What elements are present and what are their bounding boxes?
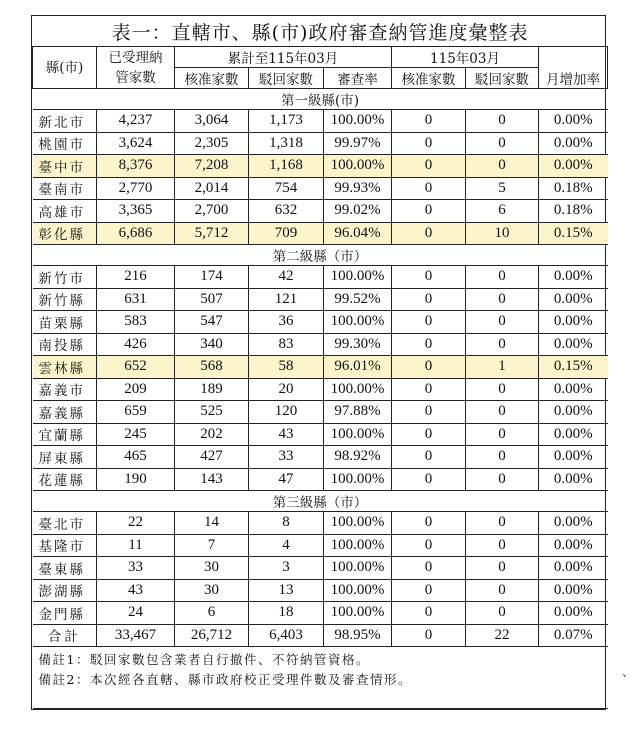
accepted-count: 4,237 bbox=[97, 110, 175, 133]
header-accepted-line1: 已受理納 bbox=[108, 49, 163, 66]
monthly-increase-rate: 0.00% bbox=[539, 110, 608, 133]
review-rate: 100.00% bbox=[324, 579, 392, 602]
monthly-increase-rate: 0.18% bbox=[539, 200, 608, 223]
accepted-count: 190 bbox=[97, 468, 175, 491]
approved-count: 174 bbox=[175, 266, 249, 289]
monthly-increase-rate: 0.15% bbox=[539, 356, 608, 379]
table-row bbox=[33, 155, 608, 178]
monthly-approved: 0 bbox=[392, 512, 466, 535]
accepted-count: 631 bbox=[97, 288, 175, 311]
table-title: 表一：直轄市、縣(市)政府審查納管進度彙整表 bbox=[33, 16, 608, 47]
review-rate: 100.00% bbox=[324, 155, 392, 178]
monthly-increase-rate: 0.00% bbox=[539, 333, 608, 356]
county-name: 新竹市 bbox=[33, 266, 97, 289]
approved-count: 507 bbox=[175, 288, 249, 311]
group-header-row bbox=[33, 245, 608, 266]
note-1: 備註1：駁回家數包含業者自行撤件、不符納管資格。 bbox=[38, 652, 370, 667]
rejected-count: 43 bbox=[249, 423, 324, 446]
monthly-rejected: 10 bbox=[466, 222, 539, 245]
county-name: 臺南市 bbox=[33, 177, 97, 200]
accepted-count: 24 bbox=[97, 602, 175, 625]
monthly-increase-rate: 0.00% bbox=[539, 512, 608, 535]
county-name: 新竹縣 bbox=[33, 288, 97, 311]
county-name: 嘉義市 bbox=[33, 378, 97, 401]
accepted-count: 43 bbox=[97, 579, 175, 602]
monthly-approved: 0 bbox=[392, 557, 466, 580]
accepted-count: 3,365 bbox=[97, 200, 175, 223]
accepted-count: 2,770 bbox=[97, 177, 175, 200]
header-monthly-approved: 核准家數 bbox=[392, 68, 466, 89]
rejected-count: 58 bbox=[249, 356, 324, 379]
monthly-approved: 0 bbox=[392, 200, 466, 223]
monthly-approved: 0 bbox=[392, 132, 466, 155]
monthly-approved: 0 bbox=[392, 266, 466, 289]
table-row bbox=[33, 579, 608, 602]
table-row bbox=[33, 333, 608, 356]
progress-summary-table bbox=[32, 16, 608, 709]
monthly-increase-rate: 0.18% bbox=[539, 177, 608, 200]
monthly-approved: 0 bbox=[392, 602, 466, 625]
monthly-rejected: 1 bbox=[466, 356, 539, 379]
monthly-approved: 0 bbox=[392, 356, 466, 379]
monthly-increase-rate: 0.00% bbox=[539, 132, 608, 155]
table-row bbox=[33, 468, 608, 491]
group-label: 第二級縣（市） bbox=[33, 245, 608, 266]
rejected-count: 120 bbox=[249, 401, 324, 424]
rejected-count: 3 bbox=[249, 557, 324, 580]
rejected-count: 121 bbox=[249, 288, 324, 311]
monthly-approved: 0 bbox=[392, 446, 466, 469]
monthly-rejected: 6 bbox=[466, 200, 539, 223]
header-monthly-rejected: 駁回家數 bbox=[466, 68, 539, 89]
header-county: 縣(市) bbox=[33, 47, 97, 89]
monthly-increase-rate: 0.00% bbox=[539, 288, 608, 311]
monthly-increase-rate: 0.00% bbox=[539, 557, 608, 580]
review-rate: 100.00% bbox=[324, 534, 392, 557]
monthly-approved: 0 bbox=[392, 401, 466, 424]
approved-count: 7 bbox=[175, 534, 249, 557]
header-cumulative-group: 累計至115年03月 bbox=[175, 47, 392, 68]
approved-count: 30 bbox=[175, 579, 249, 602]
monthly-increase-rate: 0.00% bbox=[539, 401, 608, 424]
county-name: 金門縣 bbox=[33, 602, 97, 625]
header-monthly-group: 115年03月 bbox=[392, 47, 539, 68]
review-rate: 100.00% bbox=[324, 266, 392, 289]
rejected-count: 18 bbox=[249, 602, 324, 625]
accepted-count: 583 bbox=[97, 311, 175, 334]
accepted-count: 659 bbox=[97, 401, 175, 424]
monthly-increase-rate: 0.00% bbox=[539, 534, 608, 557]
review-rate: 97.88% bbox=[324, 401, 392, 424]
review-rate: 100.00% bbox=[324, 468, 392, 491]
accepted-count: 3,624 bbox=[97, 132, 175, 155]
monthly-rejected: 0 bbox=[466, 534, 539, 557]
table-row bbox=[33, 110, 608, 133]
county-name: 臺中市 bbox=[33, 155, 97, 178]
table-row bbox=[33, 512, 608, 535]
header-monthly-increase: 月增加率 bbox=[539, 68, 608, 89]
table-row bbox=[33, 356, 608, 379]
review-rate: 100.00% bbox=[324, 378, 392, 401]
monthly-increase-rate: 0.00% bbox=[539, 602, 608, 625]
group-header-row bbox=[33, 89, 608, 110]
table-body bbox=[33, 89, 608, 647]
county-name: 苗栗縣 bbox=[33, 311, 97, 334]
rejected-count: 4 bbox=[249, 534, 324, 557]
review-rate: 100.00% bbox=[324, 557, 392, 580]
approved-count: 427 bbox=[175, 446, 249, 469]
monthly-rejected: 0 bbox=[466, 155, 539, 178]
accepted-count: 216 bbox=[97, 266, 175, 289]
header-accepted-line2: 管家數 bbox=[115, 69, 156, 86]
monthly-increase-rate: 0.00% bbox=[539, 423, 608, 446]
monthly-increase-rate: 0.07% bbox=[539, 624, 608, 647]
approved-count: 7,208 bbox=[175, 155, 249, 178]
rejected-count: 709 bbox=[249, 222, 324, 245]
table-row bbox=[33, 602, 608, 625]
county-name: 高雄市 bbox=[33, 200, 97, 223]
monthly-approved: 0 bbox=[392, 333, 466, 356]
county-name: 屏東縣 bbox=[33, 446, 97, 469]
note-2: 備註2：本次經各直轄、縣市政府校正受理件數及審查情形。 bbox=[38, 672, 412, 687]
table-row bbox=[33, 311, 608, 334]
table-row bbox=[33, 200, 608, 223]
county-name: 桃園市 bbox=[33, 132, 97, 155]
review-rate: 100.00% bbox=[324, 423, 392, 446]
monthly-increase-rate: 0.00% bbox=[539, 378, 608, 401]
table-row bbox=[33, 557, 608, 580]
monthly-rejected: 0 bbox=[466, 602, 539, 625]
monthly-rejected: 0 bbox=[466, 423, 539, 446]
monthly-rejected: 0 bbox=[466, 132, 539, 155]
monthly-rejected: 22 bbox=[466, 624, 539, 647]
monthly-approved: 0 bbox=[392, 624, 466, 647]
county-name: 南投縣 bbox=[33, 333, 97, 356]
approved-count: 5,712 bbox=[175, 222, 249, 245]
monthly-rejected: 0 bbox=[466, 468, 539, 491]
rejected-count: 1,173 bbox=[249, 110, 324, 133]
rejected-count: 42 bbox=[249, 266, 324, 289]
table-row bbox=[33, 534, 608, 557]
header-approved: 核准家數 bbox=[175, 68, 249, 89]
table-row bbox=[33, 378, 608, 401]
monthly-increase-rate: 0.00% bbox=[539, 579, 608, 602]
approved-count: 2,700 bbox=[175, 200, 249, 223]
table-row bbox=[33, 288, 608, 311]
rejected-count: 1,318 bbox=[249, 132, 324, 155]
monthly-rejected: 0 bbox=[466, 110, 539, 133]
notes bbox=[33, 647, 608, 709]
monthly-increase-rate: 0.00% bbox=[539, 468, 608, 491]
monthly-rejected: 0 bbox=[466, 579, 539, 602]
monthly-approved: 0 bbox=[392, 288, 466, 311]
accepted-count: 33 bbox=[97, 557, 175, 580]
monthly-approved: 0 bbox=[392, 155, 466, 178]
rejected-count: 36 bbox=[249, 311, 324, 334]
approved-count: 189 bbox=[175, 378, 249, 401]
accepted-count: 33,467 bbox=[97, 624, 175, 647]
accepted-count: 22 bbox=[97, 512, 175, 535]
group-header-row bbox=[33, 491, 608, 512]
header-rejected: 駁回家數 bbox=[249, 68, 324, 89]
county-name: 臺東縣 bbox=[33, 557, 97, 580]
county-name: 澎湖縣 bbox=[33, 579, 97, 602]
approved-count: 6 bbox=[175, 602, 249, 625]
accepted-count: 426 bbox=[97, 333, 175, 356]
monthly-approved: 0 bbox=[392, 110, 466, 133]
rejected-count: 33 bbox=[249, 446, 324, 469]
review-rate: 100.00% bbox=[324, 110, 392, 133]
review-rate: 99.93% bbox=[324, 177, 392, 200]
accepted-count: 652 bbox=[97, 356, 175, 379]
rejected-count: 8 bbox=[249, 512, 324, 535]
monthly-rejected: 0 bbox=[466, 266, 539, 289]
county-name: 彰化縣 bbox=[33, 222, 97, 245]
approved-count: 26,712 bbox=[175, 624, 249, 647]
header-review-rate: 審查率 bbox=[324, 68, 392, 89]
group-label: 第三級縣（市） bbox=[33, 491, 608, 512]
table-row bbox=[33, 266, 608, 289]
monthly-approved: 0 bbox=[392, 579, 466, 602]
approved-count: 30 bbox=[175, 557, 249, 580]
review-rate: 100.00% bbox=[324, 602, 392, 625]
rejected-count: 754 bbox=[249, 177, 324, 200]
review-rate: 99.02% bbox=[324, 200, 392, 223]
monthly-increase-rate: 0.00% bbox=[539, 446, 608, 469]
monthly-approved: 0 bbox=[392, 378, 466, 401]
approved-count: 340 bbox=[175, 333, 249, 356]
county-name: 基隆市 bbox=[33, 534, 97, 557]
monthly-approved: 0 bbox=[392, 311, 466, 334]
approved-count: 2,014 bbox=[175, 177, 249, 200]
monthly-increase-rate: 0.00% bbox=[539, 311, 608, 334]
monthly-approved: 0 bbox=[392, 177, 466, 200]
table-row bbox=[33, 177, 608, 200]
approved-count: 202 bbox=[175, 423, 249, 446]
rejected-count: 6,403 bbox=[249, 624, 324, 647]
review-rate: 98.92% bbox=[324, 446, 392, 469]
county-name: 合計 bbox=[33, 624, 97, 647]
total-row bbox=[33, 624, 608, 647]
approved-count: 14 bbox=[175, 512, 249, 535]
monthly-rejected: 0 bbox=[466, 288, 539, 311]
monthly-rejected: 0 bbox=[466, 311, 539, 334]
county-name: 花蓮縣 bbox=[33, 468, 97, 491]
table-row bbox=[33, 222, 608, 245]
approved-count: 2,305 bbox=[175, 132, 249, 155]
county-name: 宜蘭縣 bbox=[33, 423, 97, 446]
monthly-approved: 0 bbox=[392, 468, 466, 491]
monthly-rejected: 0 bbox=[466, 333, 539, 356]
rejected-count: 83 bbox=[249, 333, 324, 356]
table-row bbox=[33, 446, 608, 469]
rejected-count: 20 bbox=[249, 378, 324, 401]
monthly-approved: 0 bbox=[392, 222, 466, 245]
review-rate: 96.04% bbox=[324, 222, 392, 245]
approved-count: 547 bbox=[175, 311, 249, 334]
approved-count: 525 bbox=[175, 401, 249, 424]
accepted-count: 465 bbox=[97, 446, 175, 469]
approved-count: 3,064 bbox=[175, 110, 249, 133]
monthly-increase-rate: 0.00% bbox=[539, 266, 608, 289]
table-row bbox=[33, 401, 608, 424]
rejected-count: 47 bbox=[249, 468, 324, 491]
rejected-count: 632 bbox=[249, 200, 324, 223]
county-name: 雲林縣 bbox=[33, 356, 97, 379]
review-rate: 100.00% bbox=[324, 512, 392, 535]
review-rate: 100.00% bbox=[324, 311, 392, 334]
monthly-rejected: 0 bbox=[466, 446, 539, 469]
accepted-count: 8,376 bbox=[97, 155, 175, 178]
accepted-count: 11 bbox=[97, 534, 175, 557]
monthly-rejected: 0 bbox=[466, 378, 539, 401]
monthly-approved: 0 bbox=[392, 534, 466, 557]
header-accepted bbox=[97, 47, 175, 89]
monthly-increase-rate: 0.00% bbox=[539, 155, 608, 178]
review-rate: 99.30% bbox=[324, 333, 392, 356]
county-name: 新北市 bbox=[33, 110, 97, 133]
group-label: 第一級縣(市) bbox=[33, 89, 608, 110]
approved-count: 143 bbox=[175, 468, 249, 491]
review-rate: 99.97% bbox=[324, 132, 392, 155]
monthly-rejected: 0 bbox=[466, 401, 539, 424]
table-row bbox=[33, 423, 608, 446]
rejected-count: 13 bbox=[249, 579, 324, 602]
monthly-approved: 0 bbox=[392, 423, 466, 446]
review-rate: 98.95% bbox=[324, 624, 392, 647]
monthly-rejected: 0 bbox=[466, 512, 539, 535]
monthly-increase-rate: 0.15% bbox=[539, 222, 608, 245]
accepted-count: 6,686 bbox=[97, 222, 175, 245]
rejected-count: 1,168 bbox=[249, 155, 324, 178]
table-row bbox=[33, 132, 608, 155]
progress-summary-table-container bbox=[31, 15, 606, 710]
accepted-count: 209 bbox=[97, 378, 175, 401]
accepted-count: 245 bbox=[97, 423, 175, 446]
monthly-rejected: 0 bbox=[466, 557, 539, 580]
county-name: 嘉義縣 bbox=[33, 401, 97, 424]
stray-mark: 、 bbox=[622, 665, 634, 679]
review-rate: 99.52% bbox=[324, 288, 392, 311]
monthly-rejected: 5 bbox=[466, 177, 539, 200]
approved-count: 568 bbox=[175, 356, 249, 379]
county-name: 臺北市 bbox=[33, 512, 97, 535]
review-rate: 96.01% bbox=[324, 356, 392, 379]
